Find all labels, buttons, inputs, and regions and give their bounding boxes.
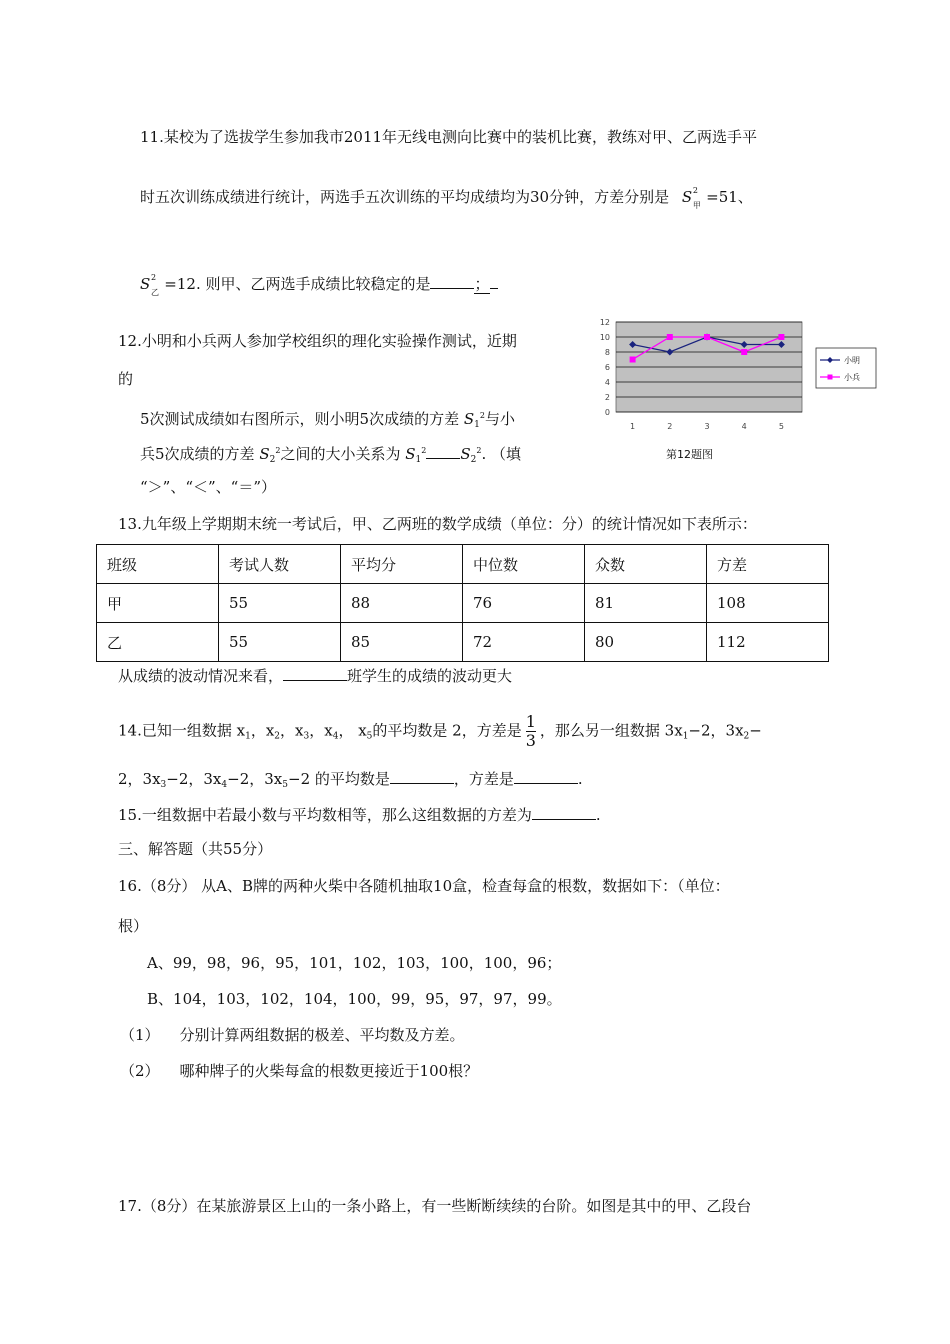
- x-tick-label: 3: [704, 422, 710, 431]
- q13-stats-table: [96, 544, 829, 662]
- q11-line3: [140, 272, 498, 295]
- data-point: [667, 334, 673, 340]
- table-header-cell: 方差: [707, 545, 829, 584]
- q14-sub: 1: [245, 731, 251, 742]
- table-cell: 乙: [97, 623, 219, 662]
- table-cell: 76: [463, 584, 585, 623]
- q12-answer-blank[interactable]: [426, 442, 460, 459]
- q14-sub: 2: [274, 731, 281, 742]
- q14-sub: 5: [366, 731, 373, 742]
- data-point: [778, 334, 784, 340]
- x-tick-label: 5: [778, 422, 784, 431]
- q11-line1: [140, 126, 757, 148]
- q15-end: .: [595, 806, 601, 824]
- s1-sup-2: 2: [421, 446, 427, 455]
- y-tick-label: 2: [604, 393, 610, 402]
- s2-symbol: S: [259, 445, 270, 463]
- q14-h: −2，3x: [688, 721, 744, 740]
- table-header-cell: 平均分: [341, 545, 463, 584]
- q12-line4-text: “＞”、“＜”、“＝”）: [140, 478, 277, 496]
- q17-line1: [118, 1195, 751, 1217]
- q12-line3c: . （填: [481, 445, 521, 463]
- s-yi-sub: 乙: [151, 288, 159, 297]
- q11-answer-blank-tail: [490, 272, 498, 289]
- q16-a-data-text: A、99，98，96，95，101，102，103，100，100，96；: [147, 954, 562, 972]
- q14-line2c: −2，3x: [227, 770, 283, 788]
- q12-line-chart: [588, 312, 888, 442]
- q15-answer-blank[interactable]: [532, 803, 596, 820]
- y-tick-label: 10: [599, 333, 610, 342]
- table-cell: 112: [707, 623, 829, 662]
- q14-sub: 4: [332, 731, 339, 742]
- fraction-numerator: 1: [525, 712, 536, 731]
- q16-part2-text: 哪种牌子的火柴每盒的根数更接近于100根？: [179, 1062, 479, 1080]
- q14-f: 的平均数是 2，方差是: [372, 721, 522, 740]
- x-tick-label: 2: [667, 422, 673, 431]
- q12-line2b: 与小: [484, 410, 515, 428]
- table-header-row: [97, 545, 829, 584]
- q12-line2a: 5次测试成绩如右图所示，则小明5次成绩的方差: [140, 410, 460, 428]
- s2-sub-2: 2: [470, 455, 477, 465]
- s-jia-value: =51、: [706, 188, 753, 206]
- data-point: [704, 334, 710, 340]
- q16-line2-text: 根）: [118, 917, 149, 935]
- s1-symbol: S: [463, 410, 475, 428]
- section-3-text: 三、解答题（共55分）: [118, 840, 273, 858]
- s-jia-sub: 甲: [692, 201, 701, 210]
- q14-line1: [118, 713, 762, 750]
- table-row: [97, 584, 829, 623]
- s2-symbol-2: S: [460, 445, 471, 463]
- data-point: [741, 349, 747, 355]
- q14-mean-blank[interactable]: [390, 767, 454, 784]
- s1-sup: 2: [479, 411, 485, 420]
- q16-part2-number: （2）: [120, 1062, 160, 1080]
- s-yi-symbol: S: [140, 275, 151, 293]
- q16-part1: [120, 1024, 465, 1046]
- q14-line2a: 2，3x: [118, 770, 161, 788]
- q14-line2: [118, 767, 583, 796]
- q12-line3a: 兵5次成绩的方差: [140, 445, 255, 463]
- q11-line1-text: 11.某校为了选拔学生参加我市2011年无线电测向比赛中的装机比赛，教练对甲、乙两选手平: [140, 128, 758, 146]
- q14-e: ， x: [338, 721, 367, 740]
- q14-a: 14.已知一组数据 x: [118, 721, 246, 740]
- table-cell: 80: [585, 623, 707, 662]
- q14-sub: 1: [682, 731, 689, 742]
- q11-answer-blank[interactable]: [430, 272, 474, 289]
- q12-line3: [140, 440, 521, 471]
- q11-line3-text: . 则甲、乙两选手成绩比较稳定的是: [195, 275, 431, 293]
- s2-sub: 2: [269, 455, 276, 465]
- table-cell: 55: [219, 584, 341, 623]
- table-header-cell: 班级: [97, 545, 219, 584]
- y-tick-label: 4: [604, 378, 610, 387]
- q16-part1-text: 分别计算两组数据的极差、平均数及方差。: [179, 1026, 465, 1044]
- table-cell: 甲: [97, 584, 219, 623]
- table-cell: 88: [341, 584, 463, 623]
- legend-label: 小兵: [844, 373, 860, 382]
- q13-after: [118, 664, 512, 687]
- q14-sub: 2: [743, 731, 750, 742]
- q17-line1-text: 17.（8分）在某旅游景区上山的一条小路上，有一些断断续续的台阶。如图是其中的甲、乙段台: [118, 1197, 752, 1215]
- section-3-heading: [118, 838, 272, 860]
- q14-b: ，x: [250, 721, 275, 740]
- fraction-denominator: 3: [525, 731, 536, 750]
- q14-line2b: −2，3x: [166, 770, 222, 788]
- q14-d: ，x: [309, 721, 333, 740]
- q16-line2: [118, 915, 148, 937]
- x-tick-label: 1: [630, 422, 636, 431]
- y-tick-label: 0: [604, 408, 610, 417]
- q11-line2-text: 时五次训练成绩进行统计，两选手五次训练的平均成绩均为30分钟，方差分别是: [140, 188, 670, 206]
- q12-line1b: [118, 368, 133, 390]
- q12-line2: [140, 405, 515, 436]
- q11-line3-end: ；: [474, 275, 490, 293]
- q13-after-a: 从成绩的波动情况来看，: [118, 667, 284, 685]
- q12-line1-text: 12.小明和小兵两人参加学校组织的理化实验操作测试，近期: [118, 332, 517, 350]
- q14-sub: 3: [303, 731, 310, 742]
- table-cell: 81: [585, 584, 707, 623]
- q14-sub: 3: [160, 780, 167, 790]
- s1-symbol-2: S: [405, 445, 416, 463]
- s-jia-sup: 2: [692, 186, 698, 195]
- data-point: [630, 357, 636, 363]
- q15-text: 15.一组数据中若最小数与平均数相等，那么这组数据的方差为: [118, 806, 532, 824]
- y-tick-label: 12: [599, 318, 610, 327]
- table-header-cell: 众数: [585, 545, 707, 584]
- fraction-one-third: [526, 713, 536, 750]
- q16-part2: [120, 1060, 478, 1082]
- q13-after-b: 班学生的成绩的波动更大: [347, 667, 513, 685]
- q16-a-data: [147, 952, 561, 974]
- q15: [118, 803, 601, 826]
- q13-intro-text: 13.九年级上学期期末统一考试后，甲、乙两班的数学成绩（单位：分）的统计情况如下表所示：: [118, 515, 757, 533]
- table-cell: 55: [219, 623, 341, 662]
- q14-sub: 4: [221, 780, 228, 790]
- q14-line2e: ，方差是: [453, 770, 514, 788]
- table-row: [97, 623, 829, 662]
- q13-intro: [118, 513, 757, 535]
- q14-g: ，那么另一组数据 3x: [539, 721, 683, 740]
- legend-marker: [828, 375, 833, 380]
- s2-sup-2: 2: [476, 446, 482, 455]
- q14-i: −: [749, 721, 762, 740]
- q14-line2f: .: [577, 770, 583, 788]
- table-header-cell: 中位数: [463, 545, 585, 584]
- s2-sup: 2: [275, 446, 281, 455]
- s-jia-symbol: S: [681, 188, 693, 206]
- q14-variance-blank[interactable]: [514, 767, 578, 784]
- q14-sub: 5: [282, 780, 288, 790]
- table-cell: 85: [341, 623, 463, 662]
- legend-box: [816, 348, 876, 388]
- s1-sub-2: 1: [415, 455, 422, 465]
- s-jia-variance: [681, 186, 701, 210]
- q14-line2d: −2 的平均数是: [288, 770, 390, 788]
- q13-answer-blank[interactable]: [283, 664, 347, 681]
- table-header-cell: 考试人数: [219, 545, 341, 584]
- q16-line1: [118, 875, 730, 897]
- q14-c: ，x: [280, 721, 304, 740]
- s1-sub: 1: [474, 420, 480, 430]
- s-yi-variance: [140, 273, 159, 297]
- s-yi-value: =12: [164, 275, 196, 293]
- table-cell: 108: [707, 584, 829, 623]
- y-tick-label: 8: [604, 348, 610, 357]
- x-tick-label: 4: [741, 422, 747, 431]
- s-yi-sup: 2: [151, 273, 157, 282]
- legend-label: 小明: [844, 356, 860, 365]
- q16-b-data-text: B、104，103，102，104，100，99，95，97，97，99。: [147, 990, 562, 1008]
- q16-b-data: [147, 988, 562, 1010]
- q11-line2: [140, 186, 753, 208]
- q12-line4: [140, 476, 276, 498]
- q12-line3b: 之间的大小关系为: [280, 445, 401, 463]
- q12-line1: [118, 330, 517, 352]
- y-tick-label: 6: [604, 363, 610, 372]
- table-cell: 72: [463, 623, 585, 662]
- q16-part1-number: （1）: [120, 1026, 160, 1044]
- q12-line1b-text: 的: [118, 370, 134, 388]
- q16-line1-text: 16.（8分） 从A、B牌的两种火柴中各随机抽取10盒，检查每盒的根数，数据如下：（单位：: [118, 877, 730, 895]
- chart-caption: 第12题图: [666, 448, 713, 461]
